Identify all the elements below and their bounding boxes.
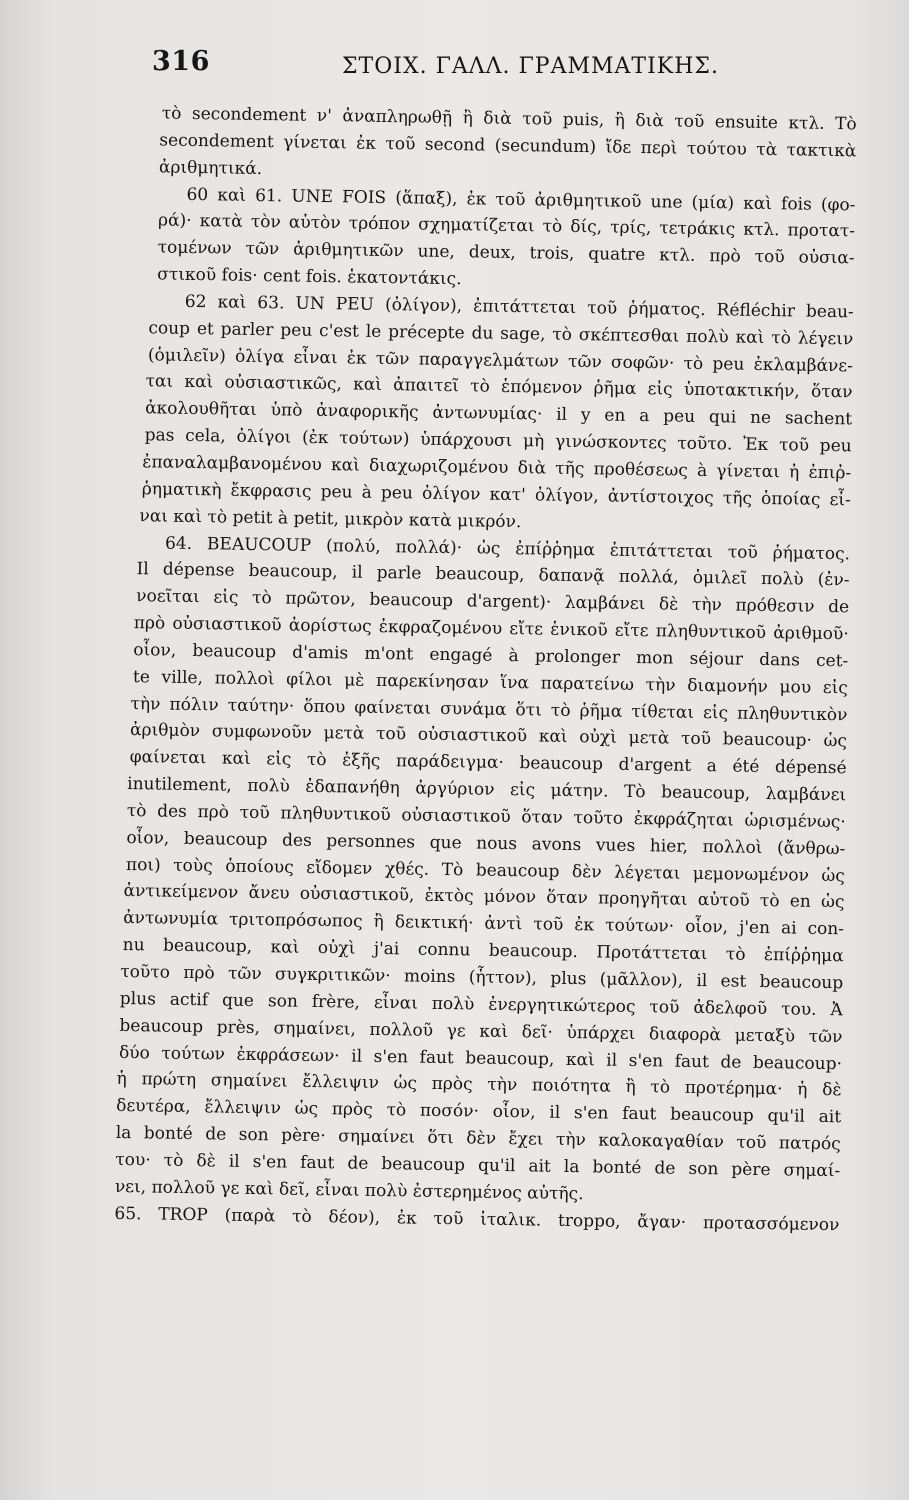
text-line: te ville, πολλοὶ φίλοι μὲ παρεκίνησαν ἵνα παρατείνω τὴν διαμονήν μου εἰς (132, 666, 849, 699)
text-line: τομένων τῶν ἀριθμητικῶν une, deux, trois, quatre κτλ. πρὸ τοῦ οὐσια- (157, 237, 855, 269)
text-line: Il dépense beaucoup, il parle beaucoup, δαπανᾷ πολλά, ὁμιλεῖ πολὺ (ἐν- (136, 559, 850, 591)
text-line: (ὁμιλεῖν) ὀλίγα εἶναι ἐκ τῶν παραγγελμάτων τῶν σοφῶν· τὸ peu ἐκλαμβάνε- (147, 344, 854, 376)
text-line: δύο τούτων ἐκφράσεων· il s'en faut beaucoup, καὶ il s'en faut de beaucoup· (118, 1042, 843, 1074)
text-line: la bonté de son père· σημαίνει ὅτι δὲν ἔχει τὴν καλοκαγαθίαν τοῦ πατρός (115, 1122, 841, 1155)
text-line: nu beaucoup, καὶ οὐχὶ j'ai connu beaucoup. Προτάττεται τὸ ἐπίῤῥημα (122, 935, 844, 967)
text-line: νει, πολλοῦ γε καὶ δεῖ, εἶναι πολὺ ἐστερημένος αὐτῆς. (114, 1176, 584, 1204)
text-line: φαίνεται καὶ εἰς τὸ ἑξῆς παράδειγμα· beaucoup d'argent a été dépensé (129, 747, 847, 779)
text-line: 65. TROP (παρὰ τὸ δέον), ἐκ τοῦ ἰταλικ. troppo, ἄγαν· προτασσόμενον (114, 1203, 840, 1235)
text-line: ται καὶ οὐσιαστικῶς, καὶ ἀπαιτεῖ τὸ ἑπόμενον ῥῆμα εἰς ὑποτακτικήν, ὅταν (145, 371, 853, 403)
text-line: ποι) τοὺς ὁποίους εἴδομεν χθές. Τὸ beaucoup δὲν λέγεται μεμονωμένον ὡς (125, 854, 846, 886)
text-line: τὸ des πρὸ τοῦ πληθυντικοῦ οὐσιαστικοῦ ὅταν τοῦτο ἐκφράζηται ὡρισμένως· (126, 800, 846, 833)
text-line: 64. BEAUCOUP (πολύ, πολλά)· ὡς ἐπίῤῥημα ἐπιτάττεται τοῦ ῥήματος. (164, 533, 851, 564)
text-line: beaucoup près, σημαίνει, πολλοῦ γε καὶ δεῖ· ὑπάρχει διαφορὰ μεταξὺ τῶν (119, 1015, 843, 1047)
page-number: 316 (152, 46, 210, 77)
text-line: τοῦτο πρὸ τῶν συγκριτικῶν· moins (ἧττον), plus (μᾶλλον), il est beaucoup (120, 961, 844, 994)
text-line: plus actif que son frère, εἶναι πολὺ ἐνεργητικώτερος τοῦ ἀδελφοῦ του. Ἀ (119, 988, 843, 1021)
text-line: ἐπαναλαμβανομένου καὶ διαχωριζομένου διὰ τῆς προθέσεως à γίνεται ἡ ἐπιῤ- (142, 452, 852, 484)
text-line: νοεῖται εἰς τὸ πρῶτον, beaucoup d'argent)· λαμβάνει δὲ τὴν πρόθεσιν de (136, 586, 850, 618)
text-line: inutilement, πολὺ ἐδαπανήθη ἀργύριον εἰς μάτην. Τὸ beaucoup, λαμβάνει (127, 774, 847, 806)
text-line: στικοῦ fois· cent fois. ἑκατοντάκις. (157, 264, 462, 290)
text-line: του· τὸ δὲ il s'en faut de beaucoup qu'il ait la bonté de son père σημαί- (115, 1149, 841, 1182)
text-line: ἀκολουθῆται ὑπὸ ἀναφορικῆς ἀντωνυμίας· il y en a peu qui ne sachent (144, 398, 853, 430)
text-line: πρὸ οὐσιαστικοῦ ἀορίστως ἐκφραζομένου εἴτε ἑνικοῦ εἴτε πληθυντικοῦ ἀριθμοῦ· (133, 613, 849, 645)
text-line: δευτέρα, ἔλλειψιν ὡς πρὸς τὸ ποσόν· οἷον, il s'en faut beaucoup qu'il ait (116, 1096, 842, 1128)
running-title: ΣΤΟΙΧ. ΓΑΛΛ. ΓΡΑΜΜΑΤΙΚΗΣ. (342, 54, 719, 79)
text-line: pas cela, ὀλίγοι (ἐκ τούτων) ὑπάρχουσι μὴ γινώσκοντες τοῦτο. Ἐκ τοῦ peu (144, 425, 852, 457)
text-line: coup et parler peu c'est le précepte du sage, τὸ σκέπτεσθαι πολὺ καὶ τὸ λέγειν (148, 318, 854, 350)
text-line: ἀντικείμενον ἄνευ οὐσιαστικοῦ, ἐκτὸς μόνον ὅταν προηγῆται αὐτοῦ τὸ en ὡς (123, 881, 845, 913)
body-text (114, 100, 857, 1239)
text-line: ῥηματικὴ ἔκφρασις peu à peu ὀλίγον κατ' ὀλίγον, ἀντίστοιχος τῆς ὁποίας εἶ- (141, 479, 851, 511)
text-line: οἷον, beaucoup des personnes que nous avons vues hier, πολλοὶ (ἄνθρω- (126, 827, 846, 860)
text-line: ναι καὶ τὸ petit à petit, μικρὸν κατὰ μικρόν. (139, 505, 522, 532)
text-line: 60 καὶ 61. UNE FOIS (ἅπαξ), ἐκ τοῦ ἀριθμητικοῦ une (μία) καὶ fois (φο- (186, 184, 856, 215)
text-line: τὸ secondement ν' ἀναπληρωθῇ ἢ διὰ τοῦ puis, ἢ διὰ τοῦ ensuite κτλ. Τὸ (161, 103, 857, 135)
text-line: secondement γίνεται ἐκ τοῦ second (secundum) ἴδε περὶ τούτου τὰ τακτικὰ (159, 130, 857, 162)
text-line: ἡ πρώτη σημαίνει ἔλλειψιν ὡς πρὸς τὴν ποιότητα ἢ τὸ προτέρημα· ἡ δὲ (116, 1069, 842, 1101)
text-line: ἀντωνυμία τριτοπρόσωπος ἢ δεικτική· ἀντὶ τοῦ ἐκ τούτων· οἷον, j'en ai con- (122, 908, 845, 940)
text-line: τὴν πόλιν ταύτην· ὅπου φαίνεται συνάμα ὅτι τὸ ῥῆμα τίθεται εἰς πληθυντικὸν (130, 693, 848, 725)
text-line: ρά)· κατὰ τὸν αὐτὸν τρόπον σχηματίζεται τὸ δίς, τρίς, τετράκις κτλ. προτατ- (157, 210, 856, 242)
text-line: ἀριθμητικά. (158, 157, 263, 179)
page-header (132, 38, 852, 98)
text-line: οἷον, beaucoup d'amis m'ont engagé à prolonger mon séjour dans cet- (133, 639, 849, 672)
text-line: ἀριθμὸν συμφωνοῦν μετὰ τοῦ οὐσιαστικοῦ καὶ οὐχὶ μετὰ τοῦ beaucoup· ὡς (129, 720, 848, 752)
text-line: 62 καὶ 63. UN PEU (ὀλίγον), ἐπιτάττεται τοῦ ῥήματος. Réfléchir beau- (184, 291, 854, 323)
